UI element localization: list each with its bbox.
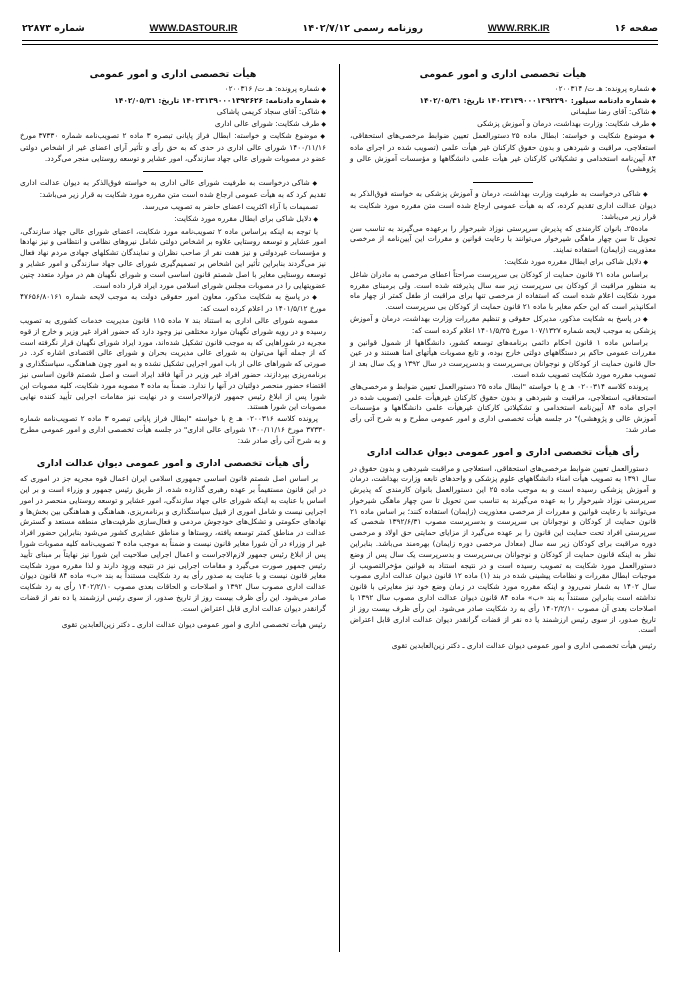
left-para-6: مصوبه شورای عالی اداری به استناد بند ۷ ماده ۱۱۵ قانون مدیریت خدمات کشوری به تصویب رسیده و در رویه شورای نگهبان موارد مختلفی نیز وجود دارد که حضور افراد غیر وزیر و خارج از قوه مجریه در شوراهایی که به موجب قانون تشکیل شده‌اند، مورد ایراد شورای نگهبان قرار نگرفته است که از جمله آنها می‌توان به شورای عالی مدیریت بحران و شورای عالی اقتصادی اشاره کرد. در صورتی که شوراهای عالی از باب امور اجرایی تشکیل نشده و به امور چون هماهنگی، سیاستگذاری و برنامه‌ریزی بپردازند، حضور افراد غیر وزیر در آنها فاقد ایراد است و اصل شصتم قانون اساسی نیز اقتضاء حضور منحصر دولتیان در آنها را ندارد. ضمناً به ماده ۴ مصوبه مورد شکایت، کلیه مصوبات این شورا پس از ابلاغ رئیس جمهور لازم‌الاجراست و در نهایت نیز مقامات اجرایی تأیید کننده نهایی مصوبات این شورا هستند. — [20, 315, 326, 412]
left-para-2: تصمیمات با آراء اکثریت اعضای حاضر به تصویب می‌رسد. — [142, 201, 318, 211]
dastour-link[interactable]: WWW.DASTOUR.IR — [149, 22, 238, 34]
right-para-1: ◆ شاکی درخواست به طرفیت وزارت بهداشت، درمان و آموزش پزشکی به خواسته فوق‌الذکر به دیوان عدالت اداری تقدیم کرده، که به هیأت عمومی ارجاع شده است متن مقرره مورد شکایت به قرار زیر می‌باشد: — [350, 189, 656, 222]
right-column — [350, 70, 656, 653]
left-para-4: با توجه به اینکه براساس ماده ۲ تصویب‌نامه مورد شکایت، اعضای شورای عالی جهاد سازندگی، امور عشایر و توسعه روستایی علاوه بر اشخاص دولتی شامل نیروهای نظامی و انتظامی و نیز نهادها و مؤسسات غیردولتی و نیز هفت نفر از صاحب نظران و نمایندگان تشکلهای جهادی مردم نهاد فعال نیز می‌گردند بنابراین تأثیر این اشخاص بر تصمیم‌گیری شورای عالی جهاد سازندگی و امور عشایر و توسعه روستایی مغایر با اصل شصتم قانون اساسی است و شورای نگهبان هم در موارد متعدد چنین عضویتهایی را در مصوبات مجلس شورای اسلامی مورد ایراد قرار داده است. — [20, 226, 326, 290]
left-defendant: ◆ طرف شکایت: شورای عالی اداری — [20, 119, 326, 131]
left-para-1: ◆ شاکی درخواست به طرفیت شورای عالی اداری به خواسته فوق‌الذکر به دیوان عدالت اداری تقدیم کرد که به هیأت عمومی ارجاع شده است متن مقرره مورد شکایت به قرار زیر می‌باشد: — [20, 178, 326, 201]
right-verdict-title: رأی هیأت تخصصی اداری و امور عمومی دیوان عدالت اداری — [366, 446, 640, 458]
left-para-5: ◆ در پاسخ به شکایت مذکور، معاون امور حقوقی دولت به موجب لایحه شماره ۴۷۶۵۶/۸۰۱۶۱ مورخ ۱۴۰۱/۵/۱۲ در اعلام کرده است که: — [20, 292, 326, 315]
right-subject: ◆ موضوع شکایت و خواسته: ابطال ماده ۲۵ دستورالعمل تعیین ضوابط مرخصی‌های استحقاقی، استعلاجی، مراقبت و شیردهی و بدون حقوق کارکنان غیر هیأت علمی (تصویب شده در اجرای ماده ۸۴ آیین‌نامه استخدامی و تشکیلاتی کارکنان غیر هیأت علمی دانشگاهها و مؤسسات آموزش عالی و پژوهشی) — [350, 131, 656, 175]
right-para-3: ◆ دلایل شاکی برای ابطال مقرره مورد شکایت: — [350, 257, 656, 269]
left-board-title: هیأت تخصصی اداری و امور عمومی — [89, 69, 257, 80]
right-para-6: براساس ماده ۱ قانون احکام دائمی برنامه‌های توسعه کشور، دانشگاهها از شمول قوانین و مقررات عمومی حاکم بر دستگاههای دولتی خارج بوده، و تابع مصوبات هیأتهای امنا هستند و در عین حال قانون حمایت از کودکان و نوجوانان بی‌سرپرست و بدسرپرست در سال ۱۳۹۲ و یک سال بعد از تصویب مقرره مورد شکایت تصویب شده است. — [350, 337, 656, 379]
issue-number: شماره ۲۲۸۷۳ — [22, 22, 85, 34]
right-verdict-text: دستورالعمل تعیین ضوابط مرخصی‌های استحقاقی، استعلاجی و مراقبت شیردهی و بدون حقوق در سال ۱۳۹۱ به تصویب هیأت امناء دانشگاههای علوم پزشکی و واحدهای تابعه وزارت بهداشت، درمان و آموزش پزشکی رسیده است و به موجب ماده ۲۵ این دستورالعمل بانوان کارمندی که پذیرش سرپرستی نوزاد شیرخوار را به عهده می‌گیرند به تناسب سن تحویل تا سن چهار ماهگی شیرخوار می‌توانند با رعایت قوانین و مقررات از مرخصی معذوریت (زایمان) استفاده کنند؛ بر اساس ماده ۲۱ قانون حمایت از کودکان و نوجوانان بی سرپرست و بدسرپرست مصوب ۱۳۹۲/۶/۳۱ شخصی که سرپرستی افراد تحت حمایت این قانون را بر عهده می‌گیرد از مزایای حمایتی حق اولاد و مرخصی دوره مراقبت برای کودکان زیر سه سال (معادل مرخصی دوره زایمان) بهره‌مند می‌باشد. بنابراین نظر به اینکه قانون حمایت از کودکان و نوجوانان بی‌سرپرست و بدسرپرست یک سال پس از وضع دستورالعمل مورد شکایت به تصویب رسیده است و در نتیجه استناد به قوانین مؤخرالتصویب از موجبات ابطال مقررات و نظامات پیشینی شده در بند (۱) ماده ۱۲ قانون دیوان عدالت اداری مصوب سال ۱۴۰۲ به شمار نمی‌رود و اینکه مقرره مورد شکایت در زمان وضع خود نیز مغایرتی با قانون نداشته است بنابراین مستنداً به بند «ب» ماده ۸۴ قانون دیوان عدالت اداری مصوب سال ۱۳۹۲ با اصلاحات بعدی آن مصوب ۱۴۰۲/۲/۱۰ رأی به رد شکایت صادر می‌شود. این رأی ظرف بیست روز از تاریخ صدور، از سوی رئیس ارزشمند یا ده نفر از قضات گرانقدر دیوان عدالت اداری قابل اعتراض است. — [350, 463, 657, 635]
page-number: صفحه ۱۶ — [614, 22, 658, 34]
right-para-4: براساس ماده ۲۱ قانون حمایت از کودکان بی سرپرست صراحتاً اعطای مرخصی به مادران شاغل به منظور مراقبت از کودکان بی سرپرست زیر سه سال پذیرفته شده است. ولی برمبنای مقرره مورد شکایت اعلام شده است که استفاده از مرخصی تنها برای مراقبت از طفل کمتر از چهار ماه امکانپذیر است که این حکم مغایر با ماده ۲۱ قانون حمایت از کودکان بی سرپرست است. — [350, 269, 656, 312]
header-rule-bottom — [22, 44, 658, 45]
right-signature: رئیس هیأت تخصصی اداری و امور عمومی دیوان عدالت اداری ـ دکتر زین‌العابدین تقوی — [391, 641, 656, 651]
left-signature: رئیس هیأت تخصصی اداری و امور عمومی دیوان عدالت اداری ـ دکتر زین‌العابدین تقوی — [61, 619, 326, 629]
left-complainant: ◆ شاکی: آقای سجاد کریمی پاشاکی — [20, 107, 326, 119]
header-rule-top — [22, 40, 658, 41]
right-para-7: پرونده کلاسه ۰۲۰۰۳۱۴ هـ ع با خواسته "ابطال ماده ۲۵ دستورالعمل تعیین ضوابط و مرخصی‌های استحقاقی، استعلاجی، مراقبت و شیردهی و بدون حقوق کارکنان غیرهیأت علمی (تصویب شده در اجرای ماده ۸۴ آیین‌نامه استخدامی و تشکیلاتی کارکنان غیرهیأت علمی دانشگاهها و مؤسسات آموزش عالی و پژوهشی)" در جلسه هیأت تخصصی اداری و امور عمومی مطرح و به شرح آتی رأی صادر شد: — [350, 381, 656, 434]
right-separator — [473, 182, 533, 183]
left-verdict-no: ◆ شماره دادنامه: ۱۴۰۲۳۱۳۹۰۰۰۱۳۹۲۶۲۶ تاریخ: ۱۴۰۲/۰۵/۳۱ — [20, 96, 326, 108]
column-divider — [339, 64, 340, 952]
left-column — [20, 70, 326, 631]
gazette-title: روزنامه رسمی ۱۴۰۲/۷/۱۲ — [302, 22, 423, 34]
right-defendant: ◆ طرف شکایت: وزارت بهداشت، درمان و آموزش پزشکی — [350, 119, 656, 131]
left-file-no: ◆ شماره پرونده: هـ ت/ ۰۲۰۰۳۱۶ — [20, 84, 326, 96]
right-board-title: هیأت تخصصی اداری و امور عمومی — [419, 69, 587, 80]
right-para-5: ◆ در پاسخ به شکایت مذکور، مدیرکل حقوقی و تنظیم مقررات وزارت بهداشت، درمان و آموزش پزشکی به موجب لایحه شماره ۱۰۷/۱۳۲۷ مورخ ۱۴۰۱/۵/۲۵ اعلام کرده است که: — [350, 314, 656, 337]
rrk-link[interactable]: WWW.RRK.IR — [487, 22, 550, 34]
left-subject: ◆ موضوع شکایت و خواسته: ابطال فراز پایانی تبصره ۳ ماده ۲ تصویب‌نامه شماره ۳۷۳۳۰ مورخ ۱۴۰۰/۱۱/۱۶ شورای عالی اداری در حدی که به حق رأی و تأثیر آرای اعضای غیر از اشخاص دولتی عضو در مصوبات شورای عالی جهاد سازندگی، امور عشایر و توسعه روستایی منجر می‌گردد. — [20, 131, 326, 164]
right-file-no: ◆ شماره پرونده: هـ ت/ ۰۲۰۰۳۱۴ — [350, 84, 656, 96]
left-verdict-text: بر اساس اصل شصتم قانون اساسی جمهوری اسلامی ایران اعمال قوه مجریه جز در اموری که در این قانون مستقیماً بر عهده رهبری گذارده شده، از طریق رئیس جمهور و وزراء است و بر این اساس با عنایت به اینکه شورای عالی جهاد سازندگی، امور عشایر و توسعه روستایی منحصر در امور اجرایی نیست و شامل اموری از قبیل سیاستگذاری و برنامه‌ریزی، هماهنگی و هماهنگی بین بخش‌ها و نهادهای حکومتی و تشکل‌های خودجوش مردمی و فعال‌سازی ظرفیت‌های منطقه مستعد و گسترش عدالت در مناطق کمتر توسعه یافته، روستاها و مناطق عشایری کشور می‌شود بنابراین حضور افراد غیر از وزراء در آن شورا مغایر قانون نیست و ضمناً به موجب ماده ۴ تصویب‌نامه کلیه مصوبات شورا پس از ابلاغ رئیس جمهور لازم‌الاجراست و اعمال اجرایی صلاحیت این شورا نیز نهایتاً بر مبنای تأیید رئیس جمهور صورت می‌گیرد و مقامات اجرایی نیز در نتیجه ورود دارند و لذا مقرره مورد شکایت مغایر قانون نیست و با عنایت به صدور رأی به رد شکایت مستنداً به بند «ب» ماده ۸۴ قانون دیوان عدالت اداری مصوب سال ۱۳۹۲ و اصلاحات و الحاقات بعدی مصوب ۱۴۰۲/۲/۱۰ رأی به رد شکایت صادر می‌شود. این رأی ظرف بیست روز از تاریخ صدور، از سوی رئیس ارزشمند یا ده نفر از قضات گرانقدر دیوان عدالت اداری قابل اعتراض است. — [20, 474, 327, 613]
right-para-2: ماده۲۵ـ بانوان کارمندی که پذیرش سرپرستی نوزاد شیرخوار را برعهده می‌گیرند به تناسب سن تحویل تا سن چهار ماهگی شیرخوار می‌توانند با رعایت قوانین و مقررات این آیین‌نامه از مرخصی معذوریت (زایمان) استفاده نمایند. — [350, 223, 656, 255]
right-complainant: ◆ شاکی: آقای رضا سلیمانی — [350, 107, 656, 119]
left-para-3: ◆ دلایل شاکی برای ابطال مقرره مورد شکایت: — [20, 214, 326, 226]
page-header — [22, 20, 658, 36]
right-verdict-no: ◆ شماره دادنامه سیلور: ۱۴۰۲۳۱۳۹۰۰۰۱۳۹۲۲۹۰ تاریخ: ۱۴۰۲/۰۵/۳۱ — [350, 96, 656, 108]
left-verdict-title: رأی هیأت تخصصی اداری و امور عمومی دیوان عدالت اداری — [36, 457, 310, 469]
left-separator — [143, 171, 203, 172]
left-para-7: پرونده کلاسه ۰۲۰۰۳۱۶ هـ ع با خواسته "ابطال فراز پایانی تبصره ۳ ماده ۲ تصویب‌نامه شماره ۳۷۳۳۰ مورخ ۱۴۰۰/۱۱/۱۶ شورای عالی اداری" در جلسه هیأت تخصصی اداری و امور عمومی مطرح و به شرح آتی رأی صادر شد: — [20, 414, 326, 445]
